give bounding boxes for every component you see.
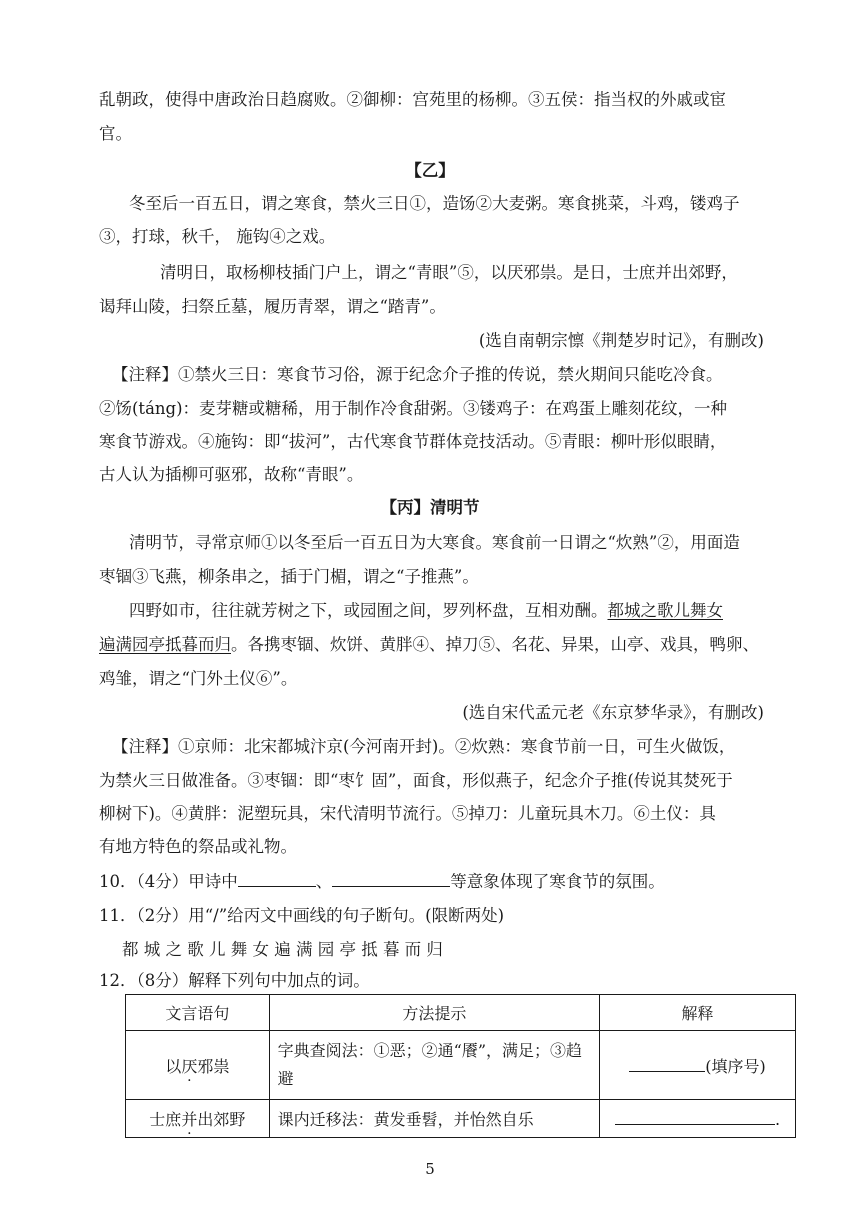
- question-text: 等意象体现了寒食节的氛围。: [450, 872, 665, 891]
- text-line: 枣锢③飞燕，柳条串之，插于门楣，谓之“子推燕”。: [99, 567, 479, 586]
- annotation-line: 寒食节游戏。④施钩：即“拔河”，古代寒食节群体竞技活动。⑤青眼：柳叶形似眼睛，: [99, 432, 727, 451]
- table-cell-hint: 课内迁移法：黄发垂髫，并怡然自乐: [269, 1100, 599, 1138]
- question-text: 、: [315, 872, 333, 891]
- annotation-line: 为禁火三日做准备。③枣锢：即“枣饣固”，面食，形似燕子，纪念介子推(传说其焚死于: [99, 771, 733, 790]
- table-header: 解释: [600, 995, 796, 1031]
- annotation-line: 柳树下)。④黄胖：泥塑玩具，宋代清明节流行。⑤掉刀：儿童玩具木刀。⑥土仪：具: [99, 804, 716, 823]
- question-text: 10．（4分）甲诗中: [99, 872, 238, 891]
- question-11: 11．（2分）用“/”给丙文中画线的句子断句。(限断两处): [99, 906, 505, 925]
- text-segment: 四野如市，往往就芳树之下，或园囿之间，罗列杯盘，互相劝酬。: [129, 601, 608, 620]
- dotted-word: 并: [181, 1110, 198, 1129]
- text-line: 乱朝政，使得中唐政治日趋腐败。②御柳：宫苑里的杨柳。③五侯：指当权的外戚或宦: [99, 90, 726, 109]
- table-cell-answer: .: [600, 1100, 796, 1138]
- page-number: 5: [425, 1160, 435, 1178]
- question-10: [99, 870, 764, 893]
- text-line: 清明节，寻常京师①以冬至后一百五日为大寒食。寒食前一日谓之“炊熟”②，用面造: [129, 533, 740, 552]
- text-line: 鸡雏，谓之“门外土仪⑥”。: [99, 669, 298, 688]
- table-cell-sentence: 士庶并出郊野: [126, 1100, 270, 1138]
- annotation-line: 古人认为插柳可驱邪，故称“青眼”。: [99, 465, 364, 484]
- text-line: 清明日，取杨柳枝插门户上，谓之“青眼”⑤，以厌邪祟。是日，士庶并出郊野，: [160, 263, 738, 282]
- table-header-row: [126, 995, 796, 1031]
- table-row: [126, 1031, 796, 1100]
- annotation-line: 【注释】①京师：北宋都城汴京(今河南开封)。②炊熟：寒食节前一日，可生火做饭，: [112, 737, 736, 756]
- question-12: 12．（8分）解释下列句中加点的词。: [99, 971, 370, 990]
- annotation-line: 有地方特色的祭品或礼物。: [99, 837, 297, 856]
- text-line: 谒拜山陵，扫祭丘墓，履历青翠，谓之“踏青”。: [99, 297, 446, 316]
- source-citation: (选自宋代孟元老《东京梦华录》，有删改): [462, 703, 764, 722]
- table-header: 方法提示: [269, 995, 599, 1031]
- table-header: 文言语句: [126, 995, 270, 1031]
- vocab-table: [125, 994, 796, 1138]
- section-heading-yi: 【乙】: [405, 161, 455, 180]
- text-line: 官。: [99, 124, 132, 143]
- underlined-sentence: 都城之歌儿舞女: [607, 601, 723, 620]
- annotation-line: 【注释】①禁火三日：寒食节习俗，源于纪念介子推的传说，禁火期间只能吃冷食。: [112, 365, 723, 384]
- dotted-word: 厌: [181, 1056, 198, 1076]
- text-line: ③，打球，秋千， 施钩④之戏。: [99, 227, 336, 246]
- underlined-sentence: 遍满园亭抵暮而归: [99, 635, 231, 654]
- table-row: [126, 1100, 796, 1138]
- segmentation-sentence: 都 城 之 歌 儿 舞 女 遍 满 园 亭 抵 暮 而 归: [122, 940, 443, 959]
- annotation-line: ②饧(táng)：麦芽糖或糖稀，用于制作冷食甜粥。③镂鸡子：在鸡蛋上雕刻花纹，一种: [99, 399, 728, 418]
- text-segment: 。各携枣锢、炊饼、黄胖④、掉刀⑤、名花、异果，山亭、戏具，鸭卵、: [231, 635, 759, 654]
- answer-blank[interactable]: [238, 870, 316, 887]
- table-cell-hint: 字典查阅法：①恶；②通“餍”，满足；③趋避: [269, 1031, 599, 1100]
- answer-blank[interactable]: [629, 1055, 705, 1072]
- text-line: [99, 634, 764, 656]
- text-line: 冬至后一百五日，谓之寒食，禁火三日①，造饧②大麦粥。寒食挑菜，斗鸡，镂鸡子: [129, 194, 740, 213]
- text-line: [129, 600, 794, 622]
- table-cell-sentence: 以厌邪祟: [126, 1031, 270, 1100]
- section-heading-bing: 【丙】清明节: [380, 498, 480, 517]
- source-citation: (选自南朝宗懔《荆楚岁时记》，有删改): [478, 331, 764, 350]
- answer-blank[interactable]: [615, 1108, 775, 1125]
- answer-blank[interactable]: [332, 870, 450, 887]
- table-cell-answer: (填序号): [600, 1031, 796, 1100]
